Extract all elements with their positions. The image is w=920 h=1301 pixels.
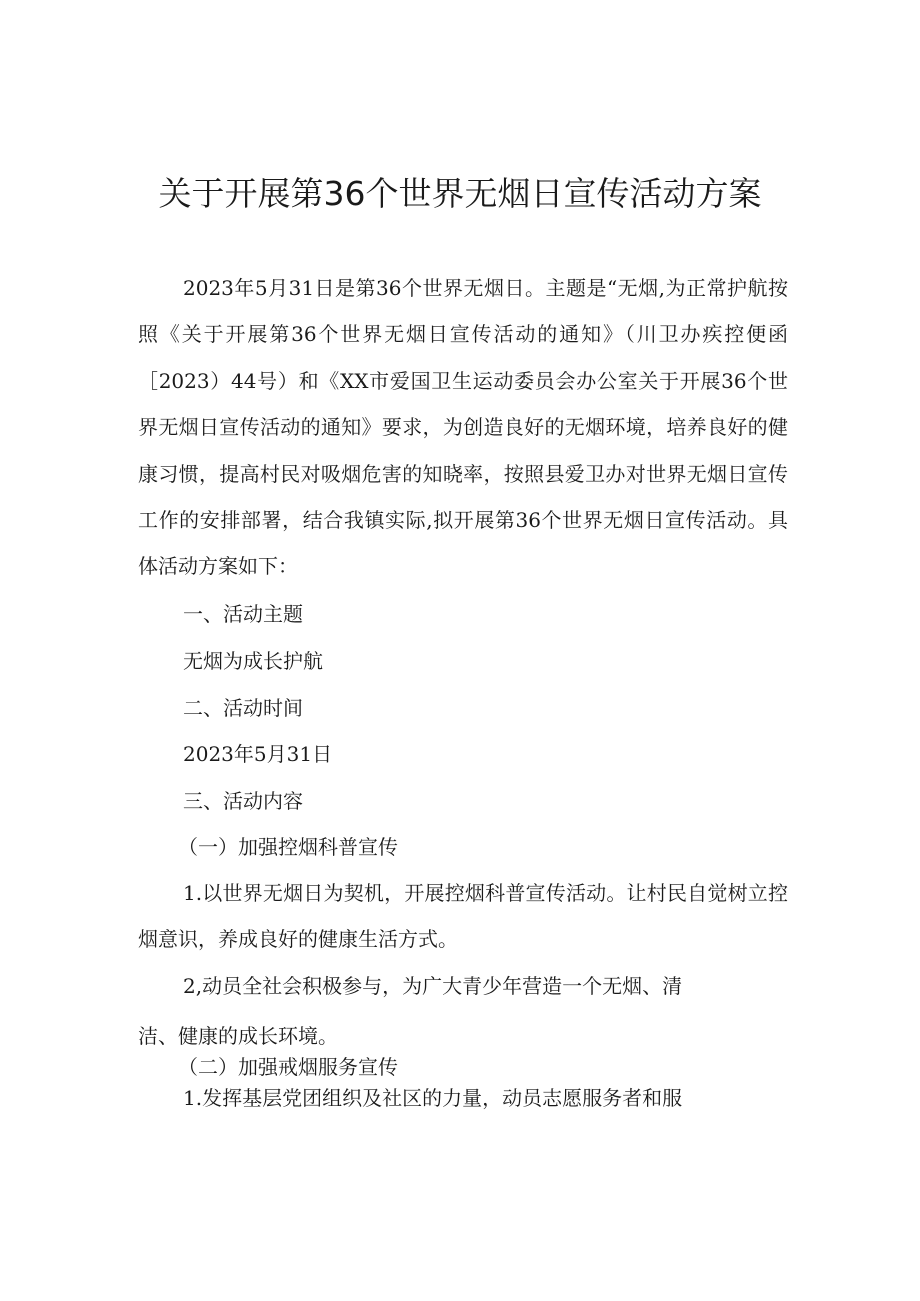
section-heading-content: 三、活动内容 [183, 789, 303, 813]
section-text-time: 2023年5月31日 [183, 742, 333, 766]
subsection-item-science-1: 1.以世界无烟日为契机，开展控烟科普宣传活动。让村民自觉树立控烟意识，养成良好的健康生活方式。 [138, 881, 788, 951]
section-heading-theme: 一、活动主题 [183, 602, 303, 626]
subsection-heading-science: （一）加强控烟科普宣传 [178, 835, 398, 859]
subsection-item-cessation-1: 1.发挥基层党团组织及社区的力量，动员志愿服务者和服 [183, 1086, 683, 1110]
section-heading-time: 二、活动时间 [183, 696, 303, 720]
section-text-theme: 无烟为成长护航 [183, 649, 323, 673]
subsection-item-science-2-line1: 2,动员全社会积极参与，为广大青少年营造一个无烟、清 [183, 974, 683, 998]
subsection-item-science-2-line2: 洁、健康的成长环境。 [138, 1024, 338, 1048]
subsection-heading-cessation: （二）加强戒烟服务宣传 [178, 1055, 398, 1079]
document-title: 关于开展第36个世界无烟日宣传活动方案 [158, 174, 762, 213]
intro-paragraph: 2023年5月31日是第36个世界无烟日。主题是“无烟,为正常护航按照《关于开展第36个世界无烟日宣传活动的通知》（川卫办疾控便函［2023）44号）和《XX市爱国卫生运动委员会办公室关于开展36个世界无烟日宣传活动的通知》要求，为创造良好的无烟环境，培养良好的健康习惯，提高村民对吸烟危害的知晓率，按照县爱卫办对世界无烟日宣传工作的安排部署，结合我镇实际,拟开展第36个世界无烟日宣传活动。具体活动方案如下： [138, 276, 788, 579]
